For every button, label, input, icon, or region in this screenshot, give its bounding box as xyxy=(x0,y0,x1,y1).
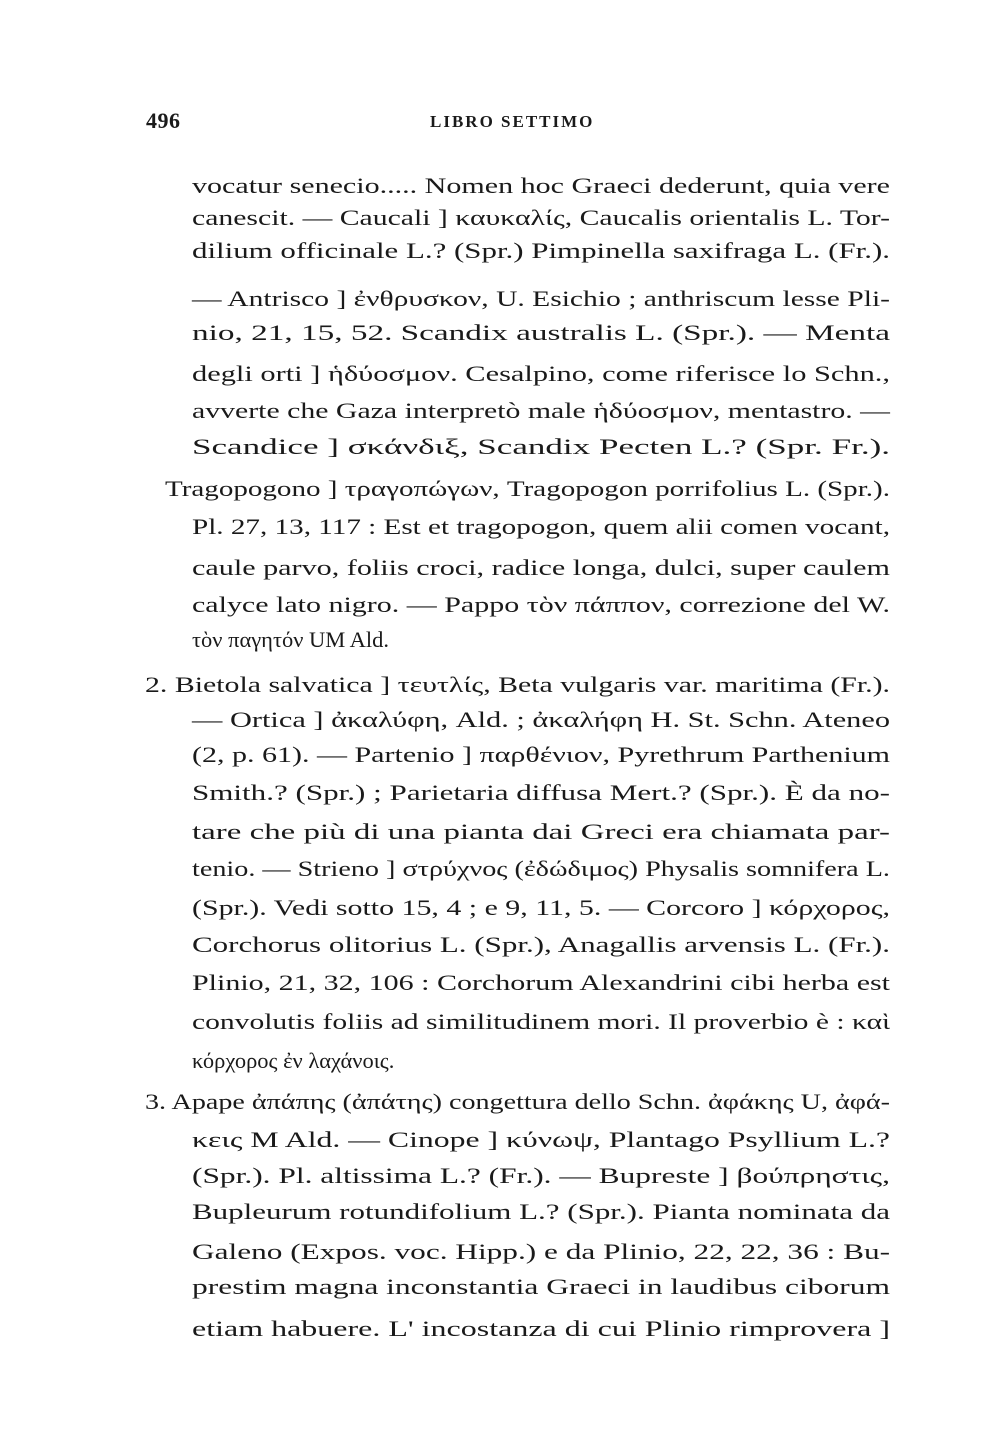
text-line: — Antrisco ] ἐνθρυσκον, U. Esichio ; anthriscum lesse Pli- xyxy=(192,286,891,311)
text-line: calyce lato nigro. — Pappo τὸν πάππον, correzione del W. xyxy=(192,592,891,617)
text-line: convolutis foliis ad similitudinem mori. Il proverbio è : καὶ xyxy=(192,1009,891,1034)
text-line: dilium officinale L.? (Spr.) Pimpinella saxifraga L. (Fr.). xyxy=(192,238,890,263)
text-line: Bupleurum rotundifolium L.? (Spr.). Pianta nominata da xyxy=(192,1199,891,1224)
text-line: Smith.? (Spr.) ; Parietaria diffusa Mert.? (Spr.). È da no- xyxy=(192,780,891,805)
text-line: vocatur senecio..... Nomen hoc Graeci dederunt, quia vere xyxy=(192,173,890,198)
text-line: Pl. 27, 13, 117 : Est et tragopogon, quem alii comen vocant, xyxy=(192,514,890,539)
text-line: κεις M Ald. — Cinope ] κύνωψ, Plantago Psyllium L.? xyxy=(192,1127,891,1152)
text-line: — Ortica ] ἀκαλύφη, Ald. ; ἀκαλήφη H. St. Schn. Ateneo xyxy=(192,707,891,732)
text-line: avverte che Gaza interpretò male ἡδύοσμον, mentastro. — xyxy=(192,398,890,423)
text-line: Corchorus olitorius L. (Spr.), Anagallis arvensis L. (Fr.). xyxy=(192,932,891,957)
text-line: 2. Bietola salvatica ] τευτλίς, Beta vulgaris var. maritima (Fr.). xyxy=(145,672,890,697)
text-line: Scandice ] σκάνδιξ, Scandix Pecten L.? (Spr. Fr.). xyxy=(192,434,891,459)
text-line: tare che più di una pianta dai Greci era chiamata par- xyxy=(192,819,890,844)
text-line: κόρχορος ἐν λαχάνοις. xyxy=(192,1048,395,1073)
text-line: 3. Apape ἀπάπης (ἀπάτης) congettura dello Schn. ἀφάκης U, ἀφά- xyxy=(145,1089,891,1114)
text-line: Tragopogono ] τραγοπώγων, Tragopogon porrifolius L. (Spr.). xyxy=(165,476,890,501)
text-line: prestim magna inconstantia Graeci in laudibus ciborum xyxy=(192,1274,890,1299)
text-line: Plinio, 21, 32, 106 : Corchorum Alexandrini cibi herba est xyxy=(192,970,891,995)
text-line: τὸν παγητόν UM Ald. xyxy=(192,627,390,652)
text-line: caule parvo, foliis croci, radice longa, dulci, super caulem xyxy=(192,555,890,580)
text-line: etiam habuere. L' incostanza di cui Plinio rimprovera ] xyxy=(192,1316,891,1341)
text-line: nio, 21, 15, 52. Scandix australis L. (Spr.). — Menta xyxy=(192,320,891,345)
text-line: (Spr.). Pl. altissima L.? (Fr.). — Bupreste ] βούπρηστις, xyxy=(192,1163,890,1188)
text-line: Galeno (Expos. voc. Hipp.) e da Plinio, 22, 22, 36 : Bu- xyxy=(192,1239,891,1264)
text-line: tenio. — Strieno ] στρύχνος (ἐδώδιμος) Physalis somnifera L. xyxy=(192,856,890,881)
text-line: degli orti ] ἡδύοσμον. Cesalpino, come riferisce lo Schn., xyxy=(192,361,891,386)
running-title: LIBRO SETTIMO xyxy=(430,112,595,131)
text-line: (Spr.). Vedi sotto 15, 4 ; e 9, 11, 5. — Corcoro ] κόρχορος, xyxy=(192,895,891,920)
page-number: 496 xyxy=(146,108,181,133)
text-line: (2, p. 61). — Partenio ] παρθένιον, Pyrethrum Parthenium xyxy=(192,742,891,767)
text-line: canescit. — Caucali ] καυκαλίς, Caucalis orientalis L. Tor- xyxy=(192,205,890,230)
